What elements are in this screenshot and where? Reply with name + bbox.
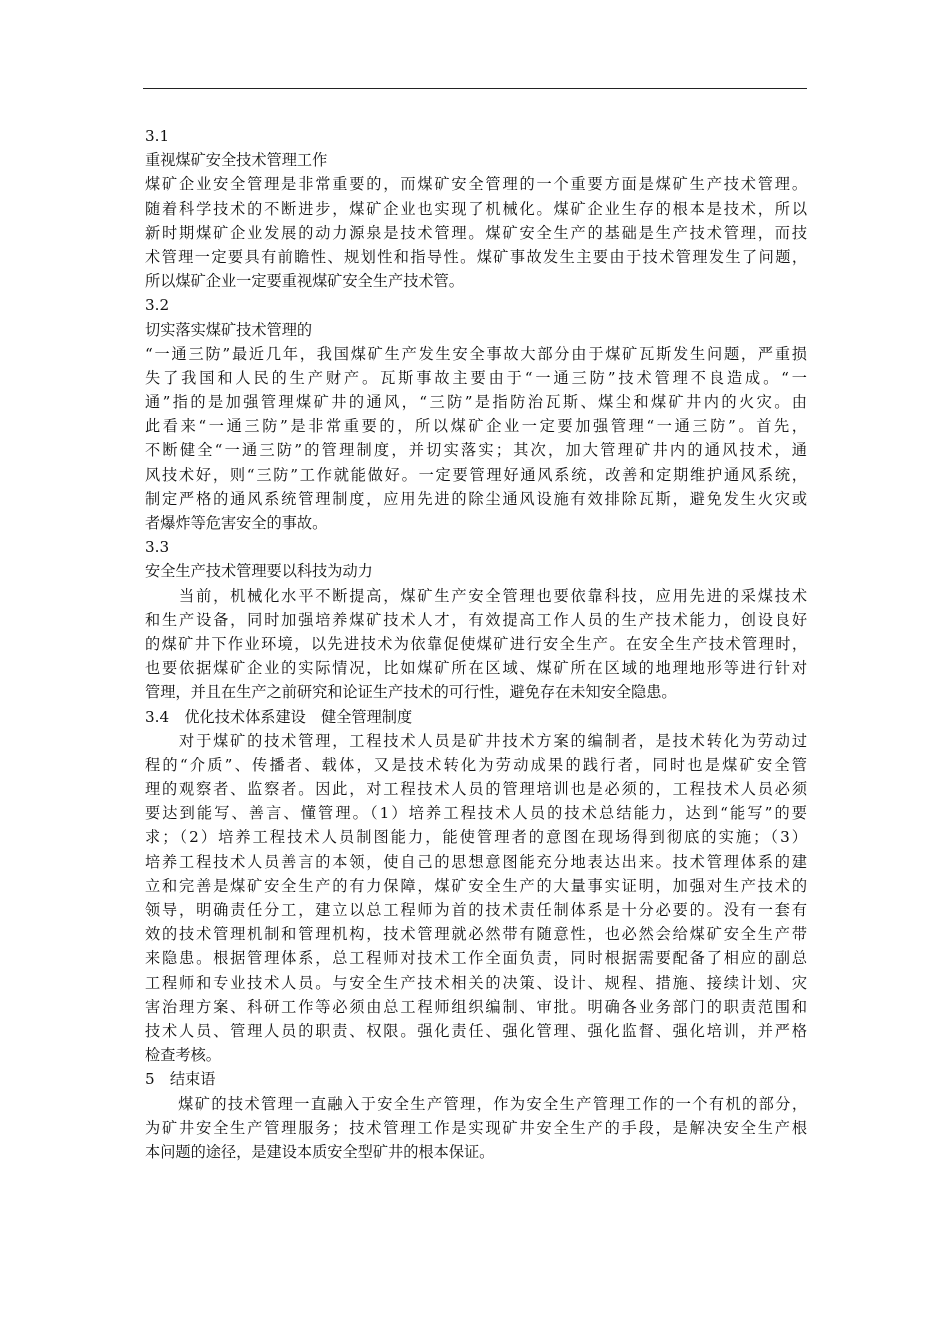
paragraph-line: 程的“介质”、传播者、载体，又是技术转化为劳动成果的践行者，同时也是煤矿安全管 xyxy=(145,755,807,774)
paragraph-line: 者爆炸等危害安全的事故。 xyxy=(145,514,328,532)
document-body xyxy=(145,124,807,1164)
paragraph-line: 当前，机械化水平不断提高，煤矿生产安全管理也要依靠科技，应用先进的采煤技术 xyxy=(145,586,807,605)
paragraph-line: 领导，明确责任分工，建立以总工程师为首的技术责任制体系是十分必要的。没有一套有 xyxy=(145,901,807,919)
paragraph-line: 不断健全“一通三防”的管理制度，并切实落实；其次，加大管理矿井内的通风技术，通 xyxy=(145,441,807,460)
paragraph-line: 效的技术管理机制和管理机构，技术管理就必然带有随意性，也必然会给煤矿安全生产带 xyxy=(145,925,807,944)
paragraph-line: 本问题的途径，是建设本质安全型矿井的根本保证。 xyxy=(145,1142,495,1161)
paragraph-line: 失了我国和人民的生产财产。瓦斯事故主要由于“一通三防”技术管理不良造成。“一 xyxy=(145,368,807,387)
paragraph-line: 通”指的是加强管理煤矿井的通风，“三防”是指防治瓦斯、煤尘和煤矿井内的火灾。由 xyxy=(145,393,807,412)
paragraph-line: 也要依据煤矿企业的实际情况，比如煤矿所在区域、煤矿所在区域的地理地形等进行针对 xyxy=(145,659,807,678)
section-heading-line: 3.1 xyxy=(145,127,170,145)
paragraph-line: 求；（2）培养工程技术人员制图能力，能使管理者的意图在现场得到彻底的实施；（3） xyxy=(145,828,807,847)
paragraph-line: 害治理方案、科研工作等必须由总工程师组织编制、审批。明确各业务部门的职责范围和 xyxy=(145,997,807,1016)
paragraph-line: 此看来“一通三防”是非常重要的，所以煤矿企业一定要加强管理“一通三防”。首先， xyxy=(145,417,807,436)
section-heading-line: 5 结束语 xyxy=(145,1070,216,1089)
paragraph-line: 煤矿的技术管理一直融入于安全生产管理，作为安全生产管理工作的一个有机的部分， xyxy=(145,1094,807,1113)
paragraph-line: “一通三防”最近几年，我国煤矿生产发生安全事故大部分由于煤矿瓦斯发生问题，严重损 xyxy=(145,344,807,363)
header-rule xyxy=(143,88,807,89)
paragraph-line: 对于煤矿的技术管理，工程技术人员是矿井技术方案的编制者，是技术转化为劳动过 xyxy=(145,731,807,750)
paragraph-line: 随着科学技术的不断进步，煤矿企业也实现了机械化。煤矿企业生存的根本是技术，所以 xyxy=(145,199,807,218)
paragraph-line: 检查考核。 xyxy=(145,1046,221,1065)
paragraph-line: 来隐患。根据管理体系，总工程师对技术工作全面负责，同时根据需要配备了相应的副总 xyxy=(145,949,807,968)
paragraph-line: 管理，并且在生产之前研究和论证生产技术的可行性，避免存在未知安全隐患。 xyxy=(145,683,677,702)
paragraph-line: 所以煤矿企业一定要重视煤矿安全生产技术管。 xyxy=(145,272,464,291)
paragraph-line: 要达到能写、善言、懂管理。（1）培养工程技术人员的技术总结能力，达到“能写”的要 xyxy=(145,804,807,823)
paragraph-line: 风技术好，则“三防”工作就能做好。一定要管理好通风系统，改善和定期维护通风系统， xyxy=(145,465,807,484)
paragraph-line: 工程师和专业技术人员。与安全生产技术相关的决策、设计、规程、措施、接续计划、灾 xyxy=(145,973,807,992)
paragraph-line: 煤矿企业安全管理是非常重要的，而煤矿安全管理的一个重要方面是煤矿生产技术管理。 xyxy=(145,175,807,194)
section-heading-line: 安全生产技术管理要以科技为动力 xyxy=(145,562,373,581)
section-heading-line: 重视煤矿安全技术管理工作 xyxy=(145,151,328,170)
paragraph-line: 的煤矿井下作业环境，以先进技术为依靠促使煤矿进行安全生产。在安全生产技术管理时， xyxy=(145,634,807,653)
paragraph-line: 术管理一定要具有前瞻性、规划性和指导性。煤矿事故发生主要由于技术管理发生了问题， xyxy=(145,247,807,266)
section-heading-line: 切实落实煤矿技术管理的 xyxy=(145,320,313,339)
paragraph-line: 为矿井安全生产管理服务；技术管理工作是实现矿井安全生产的手段，是解决安全生产根 xyxy=(145,1118,807,1137)
paragraph-line: 培养工程技术人员善言的本领，使自己的思想意图能充分地表达出来。技术管理体系的建 xyxy=(145,852,807,871)
paragraph-line: 立和完善是煤矿安全生产的有力保障，煤矿安全生产的大量事实证明，加强对生产技术的 xyxy=(145,876,807,895)
paragraph-line: 新时期煤矿企业发展的动力源泉是技术管理。煤矿安全生产的基础是生产技术管理，而技 xyxy=(145,223,807,242)
paragraph-line: 和生产设备，同时加强培养煤矿技术人才，有效提高工作人员的生产技术能力，创设良好 xyxy=(145,610,807,629)
paragraph-line: 制定严格的通风系统管理制度，应用先进的除尘通风设施有效排除瓦斯，避免发生火灾或 xyxy=(145,489,807,508)
section-heading-line: 3.4 优化技术体系建设 健全管理制度 xyxy=(145,707,413,726)
section-heading-line: 3.2 xyxy=(145,296,170,315)
paragraph-line: 技术人员、管理人员的职责、权限。强化责任、强化管理、强化监督、强化培训，并严格 xyxy=(145,1021,807,1040)
paragraph-line: 理的观察者、监察者。因此，对工程技术人员的管理培训也是必须的，工程技术人员必须 xyxy=(145,780,807,799)
section-heading-line: 3.3 xyxy=(145,538,170,557)
